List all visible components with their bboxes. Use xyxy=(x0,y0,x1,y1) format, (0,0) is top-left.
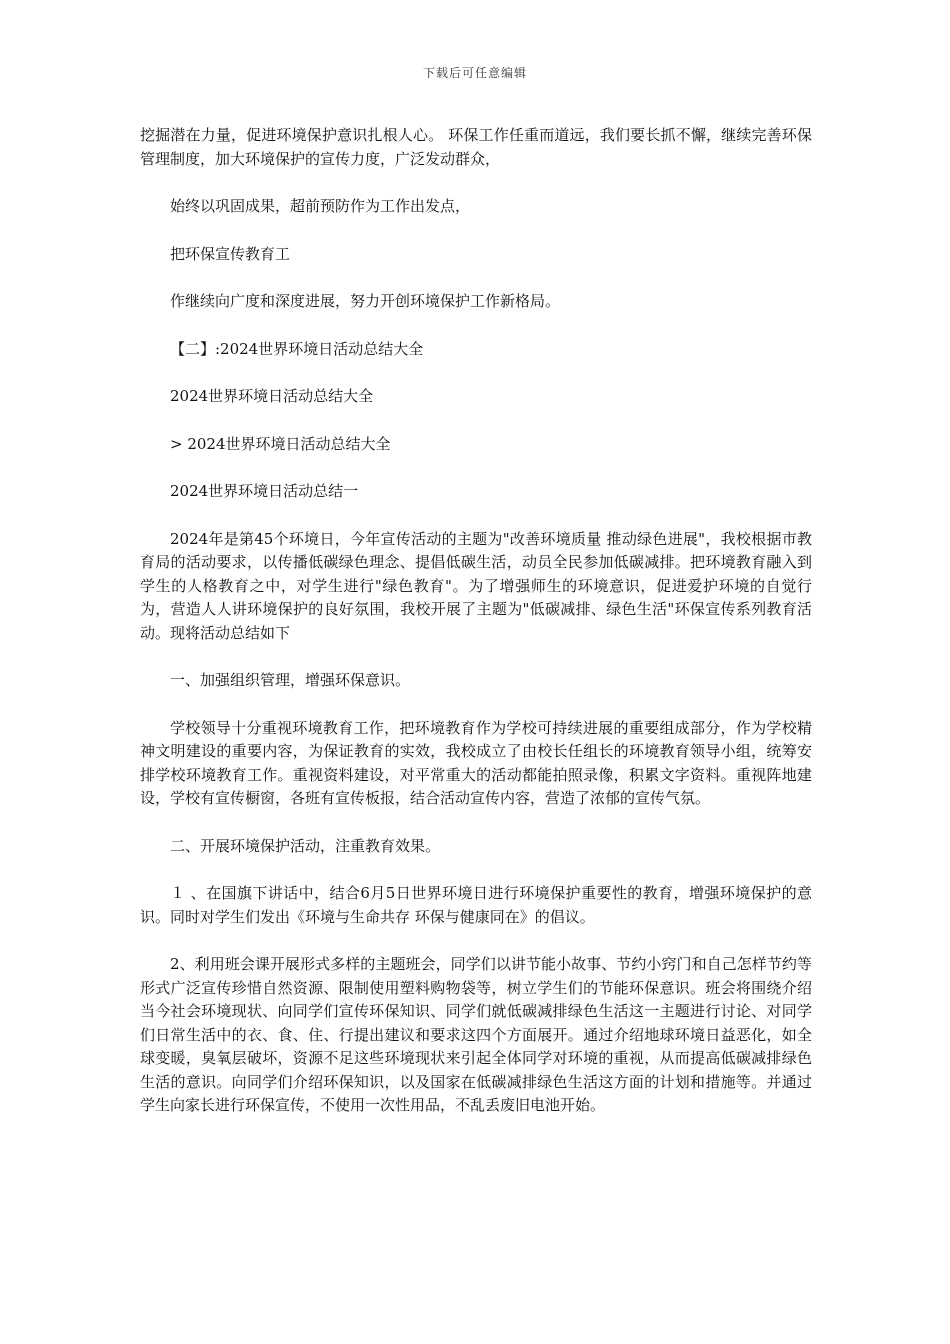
paragraph: 把环保宣传教育工 xyxy=(170,244,291,263)
section-heading: 【二】:2024世界环境日活动总结大全 xyxy=(170,339,424,358)
paragraph: 2、利用班会课开展形式多样的主题班会，同学们以讲节能小故事、节约小窍门和自己怎样节约等形式广泛宣传珍惜自然资源、限制使用塑料购物袋等，树立学生们的节能环保意识。班会将围绕介绍当今社会环境现状、向同学们宣传环保知识、同学们就低碳减排绿色生活这一主题进行讨论、对同学们日常生活中的衣、食、住、行提出建议和要求这四个方面展开。通过介绍地球环境日益恶化，如全球变暖，臭氧层破坏，资源不足这些环境现状来引起全体同学对环境的重视，从而提高低碳减排绿色生活的意识。向同学们介绍环保知识，以及国家在低碳减排绿色生活这方面的计划和措施等。并通过学生向家长进行环保宣传，不使用一次性用品，不乱丢废旧电池开始。 xyxy=(140,955,812,1114)
paragraph: 2024年是第45个环境日，今年宣传活动的主题为"改善环境质量 推动绿色进展"，我校根据市教育局的活动要求，以传播低碳绿色理念、提倡低碳生活，动员全民参加低碳减排。把环境教育融入到学生的人格教育之中，对学生进行"绿色教育"。为了增强师生的环境意识，促进爱护环境的自觉行为，营造人人讲环境保护的良好氛围，我校开展了主题为"低碳减排、绿色生活"环保宣传系列教育活动。现将活动总结如下 xyxy=(140,529,812,642)
subsection-title: 2024世界环境日活动总结一 xyxy=(170,482,359,500)
paragraph: 作继续向广度和深度进展，努力开创环境保护工作新格局。 xyxy=(170,292,561,310)
paragraph: 挖掘潜在力量，促进环境保护意识扎根人心。 环保工作任重而道远，我们要长抓不懈，继续完善环保管理制度，加大环境保护的宣传力度，广泛发动群众， xyxy=(140,126,812,168)
paragraph: 始终以巩固成果，超前预防作为工作出发点， xyxy=(170,197,471,215)
section-heading: 一、加强组织管理，增强环保意识。 xyxy=(170,671,411,689)
document-body xyxy=(140,124,812,1118)
paragraph: 学校领导十分重视环境教育工作，把环境教育作为学校可持续进展的重要组成部分，作为学校精神文明建设的重要内容，为保证教育的实效，我校成立了由校长任组长的环境教育领导小组，统筹安排学校环境教育工作。重视资料建设，对平常重大的活动都能拍照录像，积累文字资料。重视阵地建设，学校有宣传橱窗，各班有宣传板报，结合活动宣传内容，营造了浓郁的宣传气氛。 xyxy=(140,718,812,807)
page-header-note: 下载后可任意编辑 xyxy=(422,66,527,80)
section-heading: 二、开展环境保护活动，注重教育效果。 xyxy=(170,836,441,855)
paragraph: １ 、在国旗下讲话中，结合6月5日世界环境日进行环境保护重要性的教育，增强环境保护的意识。同时对学生们发出《环境与生命共存 环保与健康同在》的倡议。 xyxy=(140,884,812,926)
paragraph: 2024世界环境日活动总结大全 xyxy=(170,387,374,405)
breadcrumb: > 2024世界环境日活动总结大全 xyxy=(170,434,391,453)
